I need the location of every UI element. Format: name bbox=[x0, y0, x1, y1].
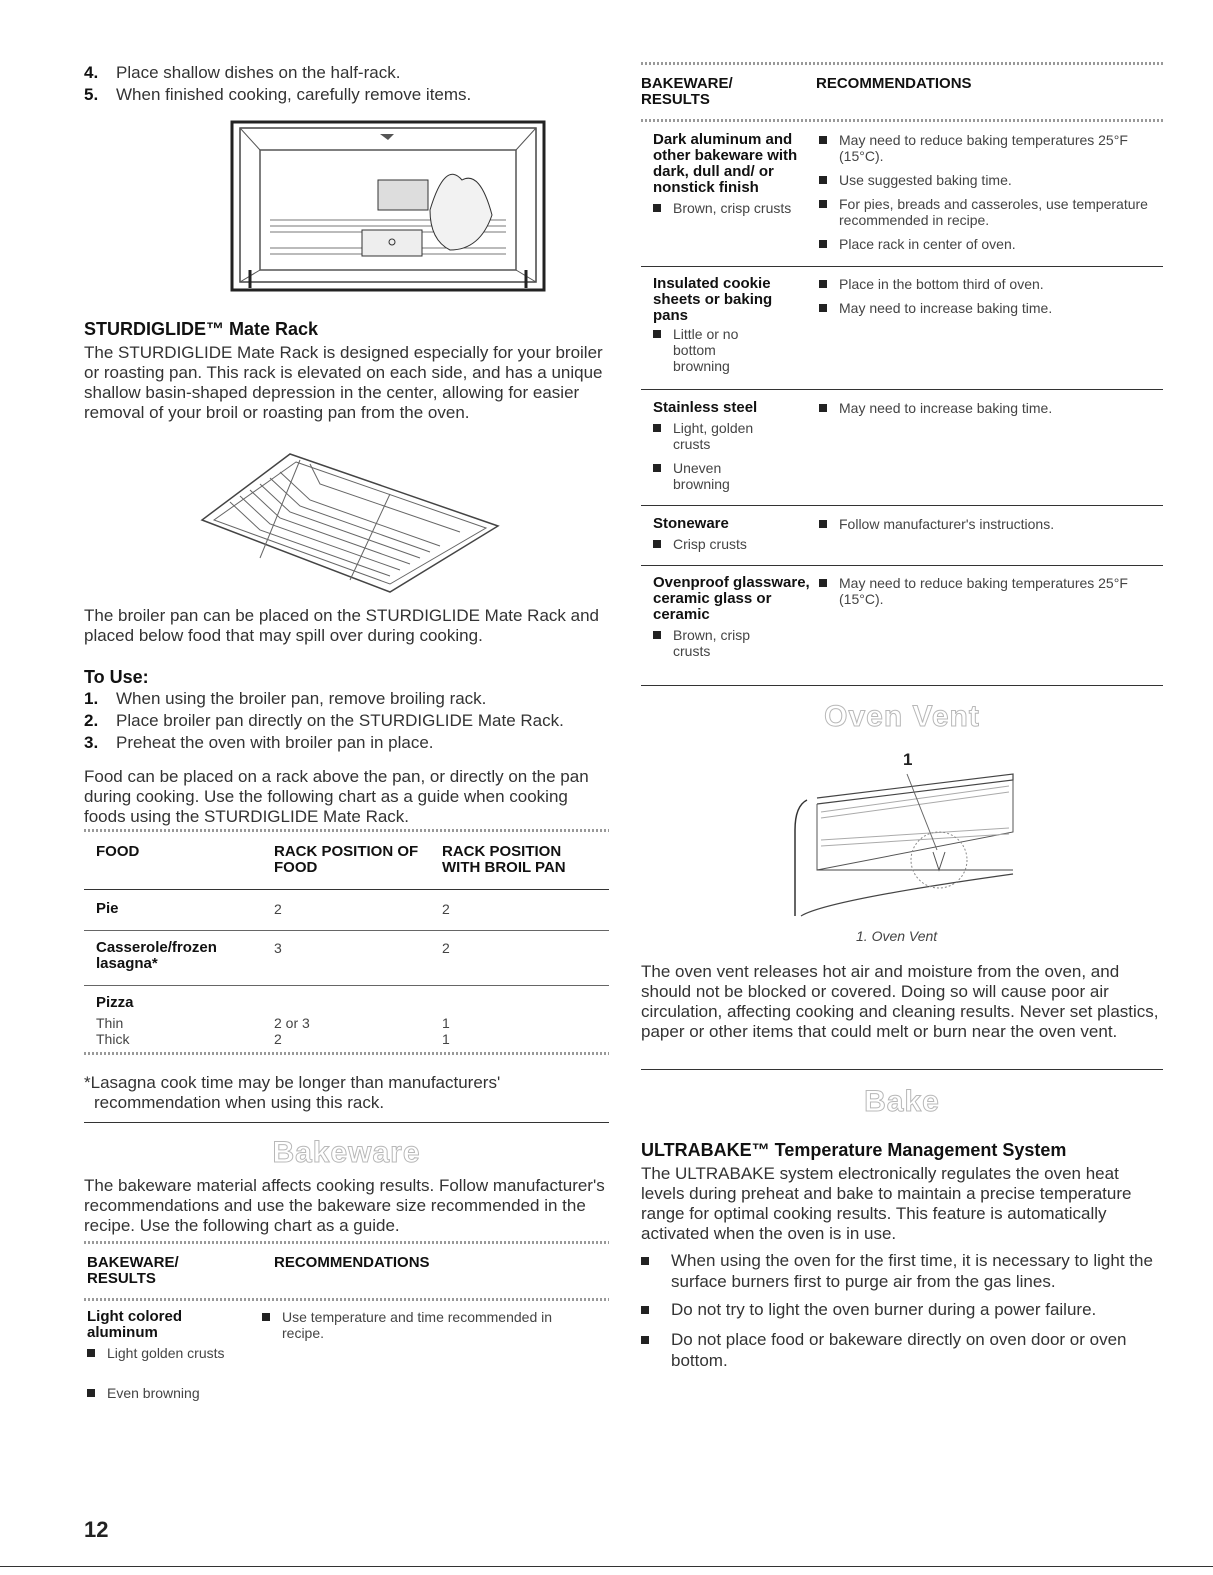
oven-vent-caption: 1. Oven Vent bbox=[856, 928, 938, 944]
table-cell-material: Ovenproof glassware, ceramic glass or ceramic bbox=[653, 574, 810, 623]
table-cell: Thin bbox=[96, 1015, 124, 1031]
footnote: *Lasagna cook time may be longer than manufacturers' recommendation when using this rack. bbox=[84, 1073, 501, 1112]
ultrabake-heading: ULTRABAKE™ Temperature Management System bbox=[641, 1140, 1067, 1160]
to-use-heading: To Use: bbox=[84, 667, 149, 687]
list-item: Uneven browning bbox=[653, 460, 773, 492]
table-header-rack-broil: RACK POSITION WITH BROIL PAN bbox=[442, 843, 566, 876]
list-item: May need to increase baking time. bbox=[819, 300, 1149, 316]
table-cell: 3 bbox=[274, 940, 282, 956]
table-cell-material: Insulated cookie sheets or baking pans bbox=[653, 275, 773, 324]
page-number: 12 bbox=[84, 1517, 109, 1542]
list-item: May need to increase baking time. bbox=[819, 400, 1149, 416]
divider bbox=[641, 119, 1163, 122]
list-item: Crisp crusts bbox=[653, 536, 803, 552]
list-item: For pies, breads and casseroles, use temperature recommended in recipe. bbox=[819, 196, 1149, 228]
divider bbox=[641, 565, 1163, 566]
table-cell-food: Pizza bbox=[96, 994, 134, 1011]
divider bbox=[84, 829, 609, 832]
list-item: May need to reduce baking temperatures 25°F (15°C). bbox=[819, 132, 1149, 164]
bakeware-title: Bakeware bbox=[272, 1136, 421, 1169]
table-cell-material: Light colored aluminum bbox=[87, 1308, 182, 1341]
list-item: Light, golden crusts bbox=[653, 420, 793, 452]
table-cell-material: Stainless steel bbox=[653, 399, 758, 416]
oven-vent-illustration bbox=[787, 770, 1019, 920]
table-cell: 2 bbox=[274, 901, 282, 917]
divider bbox=[84, 1052, 609, 1055]
to-use-description: Food can be placed on a rack above the pan, or directly on the pan during cooking. Use the following chart as a guide when cooking foods using the STURDIGLIDE Mate Rack. bbox=[84, 767, 589, 826]
divider bbox=[84, 1241, 609, 1244]
list-item: Use temperature and time recommended in recipe. bbox=[262, 1309, 592, 1341]
list-item: Place rack in center of oven. bbox=[819, 236, 1149, 252]
table-header-bakeware: BAKEWARE/ RESULTS bbox=[87, 1254, 179, 1287]
divider bbox=[641, 685, 1163, 686]
divider bbox=[84, 1122, 609, 1123]
list-item: Do not try to light the oven burner during a power failure. bbox=[641, 1299, 1163, 1320]
list-item: May need to reduce baking temperatures 25°F (15°C). bbox=[819, 575, 1149, 607]
bake-title: Bake bbox=[864, 1085, 940, 1118]
list-item: Little or no bottom browning bbox=[653, 326, 773, 374]
list-item: When using the oven for the first time, it is necessary to light the surface burners first to purge air from the gas lines. bbox=[641, 1250, 1163, 1292]
table-cell: 2 or 3 bbox=[274, 1015, 310, 1031]
mate-rack-illustration bbox=[200, 450, 500, 595]
to-use-steps bbox=[84, 688, 609, 754]
table-header-rack-food: RACK POSITION OF FOOD bbox=[274, 843, 419, 876]
divider bbox=[641, 62, 1163, 65]
divider bbox=[0, 1566, 1213, 1567]
table-cell: 1 bbox=[442, 1015, 450, 1031]
divider bbox=[84, 985, 609, 986]
divider bbox=[641, 505, 1163, 506]
divider bbox=[84, 1298, 609, 1301]
divider bbox=[641, 1069, 1163, 1070]
table-cell-material: Stoneware bbox=[653, 515, 729, 532]
oven-vent-title: Oven Vent bbox=[824, 700, 980, 733]
table-header-recommendations: RECOMMENDATIONS bbox=[816, 75, 972, 92]
bakeware-table bbox=[84, 1241, 609, 1401]
list-item: Use suggested baking time. bbox=[819, 172, 1149, 188]
table-header-bakeware: BAKEWARE/ RESULTS bbox=[641, 75, 733, 108]
list-item: Brown, crisp crusts bbox=[653, 627, 773, 659]
table-cell-material: Dark aluminum and other bakeware with dark, dull and/ or nonstick finish bbox=[653, 131, 798, 196]
table-cell-food: Casserole/frozen lasagna* bbox=[96, 939, 217, 972]
mate-rack-broiler-note: The broiler pan can be placed on the STURDIGLIDE Mate Rack and placed below food that may spill over during cooking. bbox=[84, 606, 599, 645]
table-cell-food: Pie bbox=[96, 900, 119, 917]
bakeware-table-continued bbox=[641, 62, 1163, 659]
list-item: 3. Preheat the oven with broiler pan in place. bbox=[84, 733, 434, 752]
divider bbox=[84, 930, 609, 931]
ultrabake-description: The ULTRABAKE system electronically regulates the oven heat levels during preheat and bake to maintain a precise temperature range for optimal cooking results. This feature is automatically activated when the oven is in use. bbox=[641, 1164, 1132, 1243]
bakeware-description: The bakeware material affects cooking results. Follow manufacturer's recommendations and use the bakeware size recommended in the recipe. Use the following chart as a guide. bbox=[84, 1176, 605, 1235]
table-cell: 2 bbox=[274, 1031, 282, 1047]
table-cell: Thick bbox=[96, 1031, 130, 1047]
list-item: Even browning bbox=[87, 1385, 237, 1401]
list-item: 1. When using the broiler pan, remove broiling rack. bbox=[84, 689, 487, 708]
oven-half-rack-illustration bbox=[230, 120, 546, 292]
mate-rack-description: The STURDIGLIDE Mate Rack is designed especially for your broiler or roasting pan. This rack is elevated on each side, and has a unique shallow basin-shaped depression in the center, allowing for easier removal of your broil or roasting pan from the oven. bbox=[84, 343, 603, 422]
mate-rack-heading: STURDIGLIDE™ Mate Rack bbox=[84, 319, 319, 339]
divider bbox=[84, 889, 609, 890]
list-item: Do not place food or bakeware directly on oven door or oven bottom. bbox=[641, 1329, 1163, 1371]
list-item: 2. Place broiler pan directly on the STURDIGLIDE Mate Rack. bbox=[84, 711, 564, 730]
list-item: Brown, crisp crusts bbox=[653, 200, 803, 216]
oven-vent-description: The oven vent releases hot air and moisture from the oven, and should not be blocked or covered. Doing so will cause poor air circulation, affecting cooking and cleaning results. Never set plastics, paper or other items that could melt or burn near the oven vent. bbox=[641, 962, 1159, 1041]
list-item: Follow manufacturer's instructions. bbox=[819, 516, 1149, 532]
table-cell: 2 bbox=[442, 940, 450, 956]
list-item: 5. When finished cooking, carefully remove items. bbox=[84, 85, 472, 104]
table-cell: 2 bbox=[442, 901, 450, 917]
rack-position-table bbox=[84, 829, 609, 1047]
table-header-recommendations: RECOMMENDATIONS bbox=[274, 1254, 430, 1271]
steps-top bbox=[84, 62, 609, 106]
divider bbox=[641, 266, 1163, 267]
oven-vent-callout: 1 bbox=[903, 750, 913, 769]
list-item: Place in the bottom third of oven. bbox=[819, 276, 1149, 292]
table-header-food: FOOD bbox=[96, 843, 140, 860]
divider bbox=[641, 389, 1163, 390]
list-item: 4. Place shallow dishes on the half-rack. bbox=[84, 63, 401, 82]
list-item: Light golden crusts bbox=[87, 1345, 237, 1361]
table-cell: 1 bbox=[442, 1031, 450, 1047]
